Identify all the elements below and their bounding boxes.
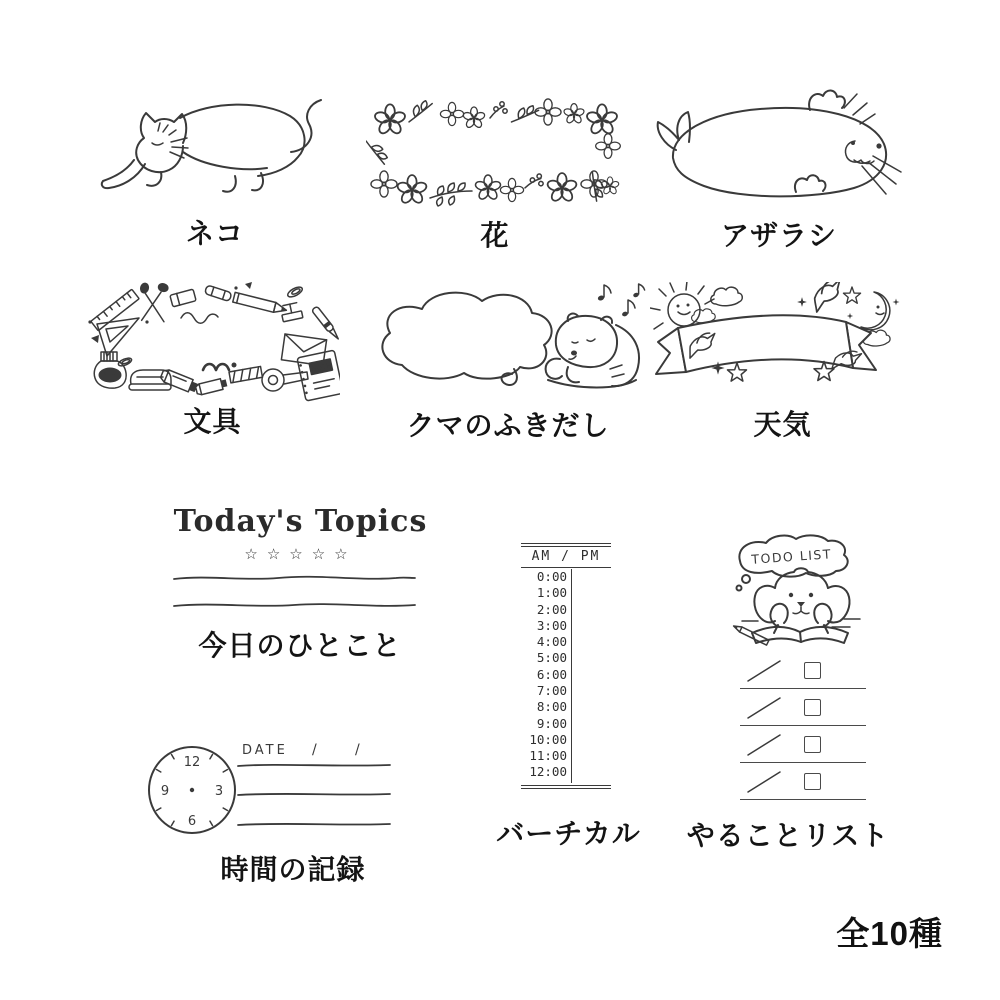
vertical-stamp-label: バーチカル	[496, 818, 641, 849]
music-note-icon	[621, 300, 635, 317]
notebook-icon	[297, 350, 340, 401]
flower-stamp-art	[366, 96, 624, 211]
time-label: 7:00	[536, 682, 567, 698]
clock-icon	[149, 747, 235, 833]
notebook-note-label: NOTE	[310, 361, 332, 374]
todo-row	[740, 726, 866, 763]
time-list	[521, 571, 567, 779]
time-label: 5:00	[536, 650, 567, 666]
ink-bottle-label: ink	[103, 371, 117, 380]
pencil-icon	[732, 623, 769, 645]
writing-lines	[238, 765, 390, 825]
music-note-icon	[633, 284, 645, 298]
checkbox-icon	[804, 699, 821, 716]
music-note-icon	[597, 285, 611, 301]
stationery-stamp-art	[85, 278, 340, 406]
stationery-stamp-label: 文具	[183, 406, 242, 437]
stamp-tool-icon	[280, 302, 303, 322]
checkbox-icon	[804, 773, 821, 790]
slash-mark-icon	[742, 693, 786, 721]
time-label: 1:00	[536, 585, 567, 601]
time-label: 9:00	[536, 715, 567, 731]
clock-number: 12	[183, 755, 201, 770]
bear-stamp-label: クマのふきだし	[406, 410, 610, 441]
todays-topics-stamp-art	[168, 498, 433, 618]
slash-mark-icon	[742, 767, 786, 795]
flower-stamp-label: 花	[480, 220, 510, 251]
column-divider	[571, 569, 572, 783]
slash-mark-icon	[742, 730, 786, 758]
tape-roll-icon	[262, 369, 308, 391]
cat-stamp-label: ネコ	[185, 218, 244, 249]
todo-rows	[740, 652, 866, 800]
time-label: 12:00	[529, 764, 567, 780]
clock-number: 6	[187, 814, 197, 829]
vertical-schedule-stamp-art	[521, 543, 611, 789]
time-label: 8:00	[536, 699, 567, 715]
cat-stamp-art	[95, 88, 335, 210]
sparkle-icon	[847, 313, 853, 319]
dog-left-ear	[754, 586, 775, 623]
crayon-icon	[204, 285, 232, 302]
set-square-icon	[97, 318, 139, 356]
weather-stamp-label: 天気	[753, 409, 812, 440]
total-count-label: 全10種	[836, 915, 943, 952]
sparkle-icon	[893, 299, 900, 306]
time-label: 2:00	[536, 601, 567, 617]
star-icon	[843, 287, 860, 303]
time-label: 0:00	[536, 569, 567, 584]
time-label: 3:00	[536, 617, 567, 633]
writing-lines	[168, 570, 433, 615]
paint-tube-icon	[195, 377, 228, 395]
time-label: 10:00	[529, 731, 567, 747]
bear-stamp-art	[368, 283, 648, 411]
pencil-icon	[233, 292, 288, 315]
bear-head	[556, 316, 617, 367]
flower-frame-illustration	[366, 96, 624, 211]
checkbox-icon	[804, 736, 821, 753]
slash-mark-icon	[742, 656, 786, 684]
sparkle-icon	[797, 297, 807, 307]
triangle-doodle-icon	[245, 282, 252, 289]
seal-stamp-art	[648, 86, 910, 212]
weather-stamp-art	[650, 282, 915, 410]
scribble-icon	[181, 313, 218, 324]
fountain-pen-icon	[311, 306, 340, 341]
ribbon-banner	[656, 315, 876, 374]
paper-clip-icon	[117, 357, 132, 368]
time-label: 11:00	[529, 748, 567, 764]
washi-tape-icon	[229, 366, 262, 382]
star-icon	[727, 363, 746, 381]
todo-dog-illustration	[712, 533, 890, 647]
dog-head	[775, 568, 828, 588]
todo-bubble-text: TODO LIST	[750, 546, 833, 567]
ink-squiggle-icon	[203, 363, 237, 371]
weather-banner-illustration	[650, 282, 915, 410]
date-slash: /	[355, 742, 360, 758]
todays-topics-stamp-label: 今日のひとこと	[198, 630, 402, 661]
speech-bubble	[382, 293, 551, 379]
cat-illustration	[95, 88, 335, 210]
time-label: 4:00	[536, 634, 567, 650]
todo-row	[740, 763, 866, 800]
todo-list-stamp-art	[712, 533, 890, 800]
triangle-doodle-icon	[91, 335, 99, 343]
eraser-icon	[170, 289, 196, 307]
am-pm-header: AM / PM	[521, 549, 611, 568]
seal-stamp-label: アザラシ	[720, 220, 837, 251]
clock-number: 9	[160, 784, 170, 799]
time-record-illustration	[140, 736, 400, 842]
todays-topics-heading: Today's Topics	[173, 504, 428, 539]
time-label: 6:00	[536, 666, 567, 682]
stars-row-icon: ☆☆☆☆☆	[244, 546, 357, 563]
checkbox-icon	[804, 662, 821, 679]
double-rule	[521, 785, 611, 789]
bird-icon	[809, 282, 848, 312]
time-record-stamp-label: 時間の記録	[220, 854, 366, 885]
clock-number: 3	[214, 784, 224, 799]
todo-stamp-label: やることリスト	[686, 820, 890, 851]
todo-row	[740, 652, 866, 689]
moon-icon	[861, 292, 890, 330]
double-rule	[521, 543, 611, 547]
ink-bottle-icon	[94, 352, 126, 388]
todo-row	[740, 689, 866, 726]
time-record-stamp-art	[140, 736, 400, 842]
seal-illustration	[648, 86, 910, 212]
cloud-icon	[711, 287, 742, 306]
paper-clip-icon	[286, 285, 304, 299]
bear-speech-bubble-illustration	[368, 283, 648, 411]
stationery-frame-illustration	[85, 278, 340, 406]
date-slash: /	[312, 742, 317, 758]
date-label: DATE	[242, 743, 288, 758]
